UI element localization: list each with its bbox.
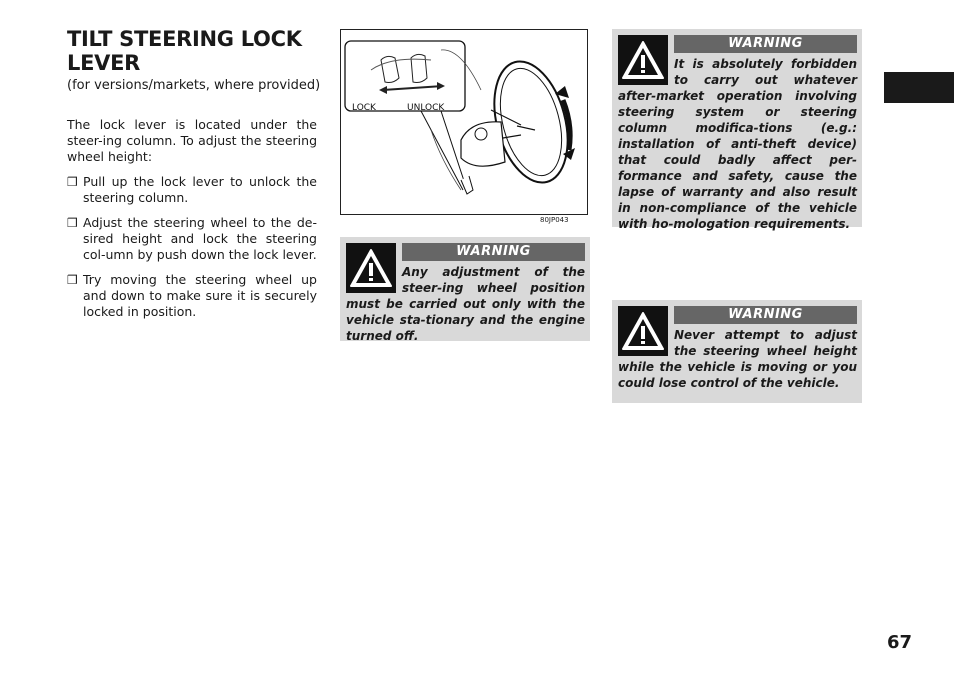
- page-title: TILT STEERING LOCK LEVER: [67, 27, 302, 75]
- page-number: 67: [887, 632, 913, 653]
- intro-paragraph: The lock lever is located under the steer-ing column. To adjust the steering wheel height:: [67, 117, 317, 164]
- figure-code: 80JP043: [540, 216, 569, 224]
- warning-box: [612, 300, 862, 403]
- warning-triangle-icon: [618, 306, 668, 356]
- bullet-box-icon: ❒: [67, 175, 78, 189]
- warning-heading: WARNING: [674, 306, 857, 324]
- bullet-text: Adjust the steering wheel to the de-sired height and lock the steering col-umn by push down the lock lever.: [83, 215, 317, 262]
- warning-box: [612, 29, 862, 231]
- list-item: [67, 272, 317, 320]
- inset-box: [345, 41, 465, 111]
- bullet-text: Try moving the steering wheel up and down to make sure it is securely locked in position.: [83, 272, 317, 319]
- warning-text: It is absolutely forbidden to carry out whatever after-market operation involving steering system or steering column modifica-tions (e.g.: installation of anti-theft device) that could badly affect per-formance and safety, cause the lapse of warranty and also result in non-compliance of the vehicle with ho-mologation requirements.: [618, 57, 857, 231]
- list-item: [67, 215, 317, 263]
- steering-wheel-drawing: [341, 30, 587, 214]
- warning-triangle-icon: [618, 35, 668, 85]
- warning-heading: WARNING: [402, 243, 585, 261]
- bullet-box-icon: ❒: [67, 273, 78, 287]
- warning-heading: WARNING: [674, 35, 857, 53]
- instructions: [67, 117, 317, 329]
- page-subtitle: (for versions/markets, where provided): [67, 78, 321, 93]
- warning-text: Never attempt to adjust the steering wheel height while the vehicle is moving or you could lose control of the vehicle.: [618, 328, 857, 390]
- list-item: [67, 174, 317, 206]
- bullet-text: Pull up the lock lever to unlock the steering column.: [83, 174, 317, 205]
- lock-label: LOCK: [352, 103, 376, 113]
- section-tab-marker: [884, 72, 954, 103]
- steering-lever-illustration: [340, 29, 588, 215]
- bullet-box-icon: ❒: [67, 216, 78, 230]
- unlock-label: UNLOCK: [407, 103, 445, 113]
- warning-text: Any adjustment of the steer-ing wheel position must be carried out only with the vehicle sta-tionary and the engine turned off.: [346, 265, 585, 343]
- warning-triangle-icon: [346, 243, 396, 293]
- warning-box: [340, 237, 590, 341]
